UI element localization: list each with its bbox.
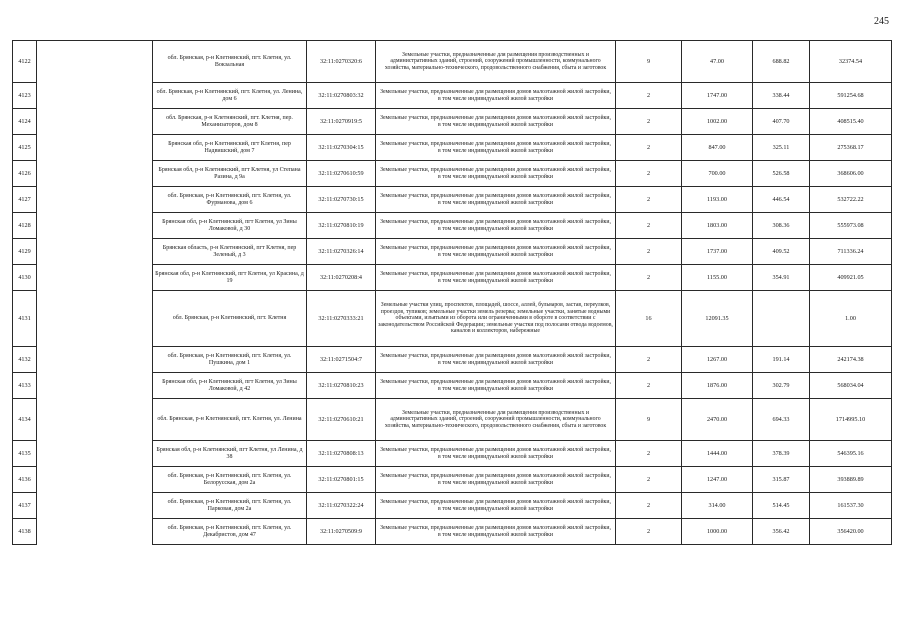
cadastral-value-cell: 368606.00	[810, 161, 892, 187]
blank-cell	[37, 213, 153, 239]
land-use-cell: Земельные участки, предназначенные для размещения производственных и административных зданий, строений, сооружений промышленности, коммунального хозяйства, материально-технического, продовольственного снабжения, сбыта и заготовок	[376, 399, 616, 441]
specific-value-cell: 378.39	[753, 441, 810, 467]
address-cell: обл. Брянская, р-н Клетнянский, пгт. Клетня	[153, 291, 307, 347]
area-cell: 1803.00	[682, 213, 753, 239]
land-use-cell: Земельные участки, предназначенные для размещения домов малоэтажной жилой застройки, в том числе индивидуальной жилой застройки	[376, 109, 616, 135]
blank-cell	[37, 41, 153, 83]
land-use-cell: Земельные участки, предназначенные для размещения домов малоэтажной жилой застройки, в том числе индивидуальной жилой застройки	[376, 519, 616, 545]
cadastral-number-cell: 32:11:0270333:21	[307, 291, 376, 347]
specific-value-cell: 407.70	[753, 109, 810, 135]
specific-value-cell: 514.45	[753, 493, 810, 519]
address-cell: обл. Брянская, р-н Клетнянский, пгт. Клетня, ул. Фурманова, дом 6	[153, 187, 307, 213]
blank-cell	[37, 291, 153, 347]
row-number: 4136	[13, 467, 37, 493]
row-number: 4126	[13, 161, 37, 187]
use-group-cell: 2	[616, 213, 682, 239]
cadastral-number-cell: 32:11:0270730:15	[307, 187, 376, 213]
cadastral-value-cell: 32374.54	[810, 41, 892, 83]
cadastral-value-cell: 1.00	[810, 291, 892, 347]
table-row	[13, 265, 892, 291]
cadastral-value-cell: 356420.00	[810, 519, 892, 545]
table-row	[13, 239, 892, 265]
specific-value-cell: 338.44	[753, 83, 810, 109]
specific-value-cell: 446.54	[753, 187, 810, 213]
land-use-cell: Земельные участки, предназначенные для размещения домов малоэтажной жилой застройки, в том числе индивидуальной жилой застройки	[376, 187, 616, 213]
row-number: 4130	[13, 265, 37, 291]
address-cell: Брянская обл, р-н Клетнянский, пгт Клетня, ул Степана Разина, д 9а	[153, 161, 307, 187]
row-number: 4127	[13, 187, 37, 213]
cadastral-value-cell: 1714995.10	[810, 399, 892, 441]
cadastral-value-cell: 393889.89	[810, 467, 892, 493]
use-group-cell: 2	[616, 161, 682, 187]
specific-value-cell: 409.52	[753, 239, 810, 265]
cadastral-number-cell: 32:11:0270320:6	[307, 41, 376, 83]
use-group-cell: 2	[616, 109, 682, 135]
blank-cell	[37, 347, 153, 373]
table-row	[13, 493, 892, 519]
use-group-cell: 2	[616, 135, 682, 161]
blank-cell	[37, 135, 153, 161]
table-row	[13, 161, 892, 187]
blank-cell	[37, 493, 153, 519]
blank-cell	[37, 467, 153, 493]
use-group-cell: 9	[616, 41, 682, 83]
address-cell: обл. Брянская, р-н Клетнянский, пгт. Клетня, ул. Ленина, дом 6	[153, 83, 307, 109]
table-row	[13, 83, 892, 109]
table-row	[13, 135, 892, 161]
cadastral-value-cell: 532722.22	[810, 187, 892, 213]
land-use-cell: Земельные участки, предназначенные для размещения домов малоэтажной жилой застройки, в том числе индивидуальной жилой застройки	[376, 213, 616, 239]
cadastral-number-cell: 32:11:0270803:32	[307, 83, 376, 109]
use-group-cell: 9	[616, 399, 682, 441]
land-use-cell: Земельные участки, предназначенные для размещения производственных и административных зданий, строений, сооружений промышленности, коммунального хозяйства, материально-технического, продовольственного снабжения, сбыта и заготовок	[376, 41, 616, 83]
table-row	[13, 467, 892, 493]
land-use-cell: Земельные участки улиц, проспектов, площадей, шоссе, аллей, бульваров, застав, переулков, проездов, тупиков; земельные участки земель резерва; земельные участки, занятые водными объектами, изъятыми из оборота или ограниченными в обороте в соответствии с законодательством Российской Федерации; земельные участки под полосами отвода водоемов, каналов и коллекторов, набережные	[376, 291, 616, 347]
land-use-cell: Земельные участки, предназначенные для размещения домов малоэтажной жилой застройки, в том числе индивидуальной жилой застройки	[376, 493, 616, 519]
land-use-cell: Земельные участки, предназначенные для размещения домов малоэтажной жилой застройки, в том числе индивидуальной жилой застройки	[376, 239, 616, 265]
cadastral-value-cell: 568034.04	[810, 373, 892, 399]
address-cell: Брянская обл, р-н Клетнянский, пгт Клетня, пер Надвишский, дом 7	[153, 135, 307, 161]
row-number: 4135	[13, 441, 37, 467]
address-cell: Брянская обл, р-н Клетнянский, пгт Клетня, ул Зины Ломаковой, д 30	[153, 213, 307, 239]
land-use-cell: Земельные участки, предназначенные для размещения домов малоэтажной жилой застройки, в том числе индивидуальной жилой застройки	[376, 135, 616, 161]
land-use-cell: Земельные участки, предназначенные для размещения домов малоэтажной жилой застройки, в том числе индивидуальной жилой застройки	[376, 467, 616, 493]
cadastral-number-cell: 32:11:0270810:19	[307, 213, 376, 239]
use-group-cell: 2	[616, 265, 682, 291]
cadastral-number-cell: 32:11:0270326:14	[307, 239, 376, 265]
specific-value-cell: 308.36	[753, 213, 810, 239]
area-cell: 1876.00	[682, 373, 753, 399]
row-number: 4123	[13, 83, 37, 109]
blank-cell	[37, 187, 153, 213]
cadastral-number-cell: 32:11:0270610:21	[307, 399, 376, 441]
cadastral-value-cell: 408515.40	[810, 109, 892, 135]
row-number: 4138	[13, 519, 37, 545]
specific-value-cell: 354.91	[753, 265, 810, 291]
area-cell: 314.00	[682, 493, 753, 519]
land-use-cell: Земельные участки, предназначенные для размещения домов малоэтажной жилой застройки, в том числе индивидуальной жилой застройки	[376, 441, 616, 467]
blank-cell	[37, 265, 153, 291]
blank-cell	[37, 519, 153, 545]
land-use-cell: Земельные участки, предназначенные для размещения домов малоэтажной жилой застройки, в том числе индивидуальной жилой застройки	[376, 347, 616, 373]
table-row	[13, 373, 892, 399]
blank-cell	[37, 239, 153, 265]
use-group-cell: 2	[616, 373, 682, 399]
area-cell: 700.00	[682, 161, 753, 187]
land-use-cell: Земельные участки, предназначенные для размещения домов малоэтажной жилой застройки, в том числе индивидуальной жилой застройки	[376, 265, 616, 291]
blank-cell	[37, 83, 153, 109]
row-number: 4132	[13, 347, 37, 373]
cadastral-value-cell: 161537.30	[810, 493, 892, 519]
use-group-cell: 2	[616, 467, 682, 493]
row-number: 4129	[13, 239, 37, 265]
cadastral-number-cell: 32:11:0270801:15	[307, 467, 376, 493]
table-row	[13, 41, 892, 83]
cadastral-number-cell: 32:11:0270322:24	[307, 493, 376, 519]
cadastral-value-cell: 242174.38	[810, 347, 892, 373]
table-row	[13, 519, 892, 545]
cadastral-number-cell: 32:11:0270208:4	[307, 265, 376, 291]
address-cell: обл. Брянская, р-н Клетнянский, пгт. Клетня, ул. Парковая, дом 2а	[153, 493, 307, 519]
cadastral-number-cell: 32:11:0270808:13	[307, 441, 376, 467]
specific-value-cell: 325.11	[753, 135, 810, 161]
row-number: 4122	[13, 41, 37, 83]
row-number: 4134	[13, 399, 37, 441]
address-cell: Брянская обл, р-н Клетнянский, пгт Клетня, ул Ленина, д 38	[153, 441, 307, 467]
use-group-cell: 2	[616, 239, 682, 265]
specific-value-cell	[753, 291, 810, 347]
cadastral-value-cell: 591254.68	[810, 83, 892, 109]
land-use-cell: Земельные участки, предназначенные для размещения домов малоэтажной жилой застройки, в том числе индивидуальной жилой застройки	[376, 373, 616, 399]
cadastral-number-cell: 32:11:0270304:15	[307, 135, 376, 161]
row-number: 4131	[13, 291, 37, 347]
address-cell: обл. Брянская, р-н Клетнянский, пгт. Клетня, ул. Декабристов, дом 47	[153, 519, 307, 545]
address-cell: обл. Брянская, р-н Клетнянский, пгт. Клетня, ул. Белорусская, дом 2а	[153, 467, 307, 493]
cadastral-number-cell: 32:11:0270810:23	[307, 373, 376, 399]
table-row	[13, 399, 892, 441]
table-row	[13, 441, 892, 467]
specific-value-cell: 315.87	[753, 467, 810, 493]
address-cell: Брянская область, р-н Клетнянский, пгт Клетня, пер Зеленый, д 3	[153, 239, 307, 265]
address-cell: Брянская обл, р-н Клетнянский, пгт Клетня, ул Красина, д 19	[153, 265, 307, 291]
cadastral-value-cell: 409921.05	[810, 265, 892, 291]
address-cell: обл. Брянская, р-н Клетнянский, пгт. Клетня, ул. Вокзальная	[153, 41, 307, 83]
cadastral-number-cell: 32:11:0271504:7	[307, 347, 376, 373]
row-number: 4128	[13, 213, 37, 239]
table-row	[13, 347, 892, 373]
area-cell: 1247.00	[682, 467, 753, 493]
area-cell: 1737.00	[682, 239, 753, 265]
area-cell: 2470.00	[682, 399, 753, 441]
table-row	[13, 109, 892, 135]
specific-value-cell: 356.42	[753, 519, 810, 545]
use-group-cell: 2	[616, 493, 682, 519]
address-cell: обл. Брянская, р-н Клетнянский, пгт. Клетня, ул. Ленина	[153, 399, 307, 441]
specific-value-cell: 191.14	[753, 347, 810, 373]
cadastral-value-cell: 275368.17	[810, 135, 892, 161]
cadastral-number-cell: 32:11:0270919:5	[307, 109, 376, 135]
address-cell: Брянская обл, р-н Клетнянский, пгт Клетня, ул Зины Ломаковой, д 42	[153, 373, 307, 399]
use-group-cell: 2	[616, 441, 682, 467]
use-group-cell: 16	[616, 291, 682, 347]
area-cell: 847.00	[682, 135, 753, 161]
use-group-cell: 2	[616, 347, 682, 373]
use-group-cell: 2	[616, 83, 682, 109]
address-cell: обл. Брянская, р-н Клетнянский, пгт. Клетня, пер. Механизаторов, дом 8	[153, 109, 307, 135]
row-number: 4137	[13, 493, 37, 519]
blank-cell	[37, 399, 153, 441]
blank-cell	[37, 373, 153, 399]
page-number: 245	[874, 16, 889, 27]
area-cell: 1193.00	[682, 187, 753, 213]
blank-cell	[37, 109, 153, 135]
area-cell: 1002.00	[682, 109, 753, 135]
specific-value-cell: 302.79	[753, 373, 810, 399]
cadastral-value-cell: 555973.08	[810, 213, 892, 239]
land-use-cell: Земельные участки, предназначенные для размещения домов малоэтажной жилой застройки, в том числе индивидуальной жилой застройки	[376, 83, 616, 109]
cadastral-number-cell: 32:11:0270610:59	[307, 161, 376, 187]
specific-value-cell: 526.58	[753, 161, 810, 187]
area-cell: 1155.00	[682, 265, 753, 291]
row-number: 4125	[13, 135, 37, 161]
use-group-cell: 2	[616, 519, 682, 545]
cadastral-number-cell: 32:11:0270509:9	[307, 519, 376, 545]
blank-cell	[37, 161, 153, 187]
specific-value-cell: 694.33	[753, 399, 810, 441]
area-cell: 47.00	[682, 41, 753, 83]
row-number: 4124	[13, 109, 37, 135]
area-cell: 1444.00	[682, 441, 753, 467]
address-cell: обл. Брянская, р-н Клетнянский, пгт. Клетня, ул. Пушкина, дом 1	[153, 347, 307, 373]
land-use-cell: Земельные участки, предназначенные для размещения домов малоэтажной жилой застройки, в том числе индивидуальной жилой застройки	[376, 161, 616, 187]
area-cell: 1747.00	[682, 83, 753, 109]
land-registry-table	[12, 40, 892, 545]
area-cell: 1000.00	[682, 519, 753, 545]
area-cell: 1267.00	[682, 347, 753, 373]
specific-value-cell: 688.82	[753, 41, 810, 83]
use-group-cell: 2	[616, 187, 682, 213]
area-cell: 12091.35	[682, 291, 753, 347]
table-row	[13, 291, 892, 347]
cadastral-value-cell: 711336.24	[810, 239, 892, 265]
row-number: 4133	[13, 373, 37, 399]
cadastral-value-cell: 546395.16	[810, 441, 892, 467]
table-row	[13, 213, 892, 239]
table-row	[13, 187, 892, 213]
blank-cell	[37, 441, 153, 467]
